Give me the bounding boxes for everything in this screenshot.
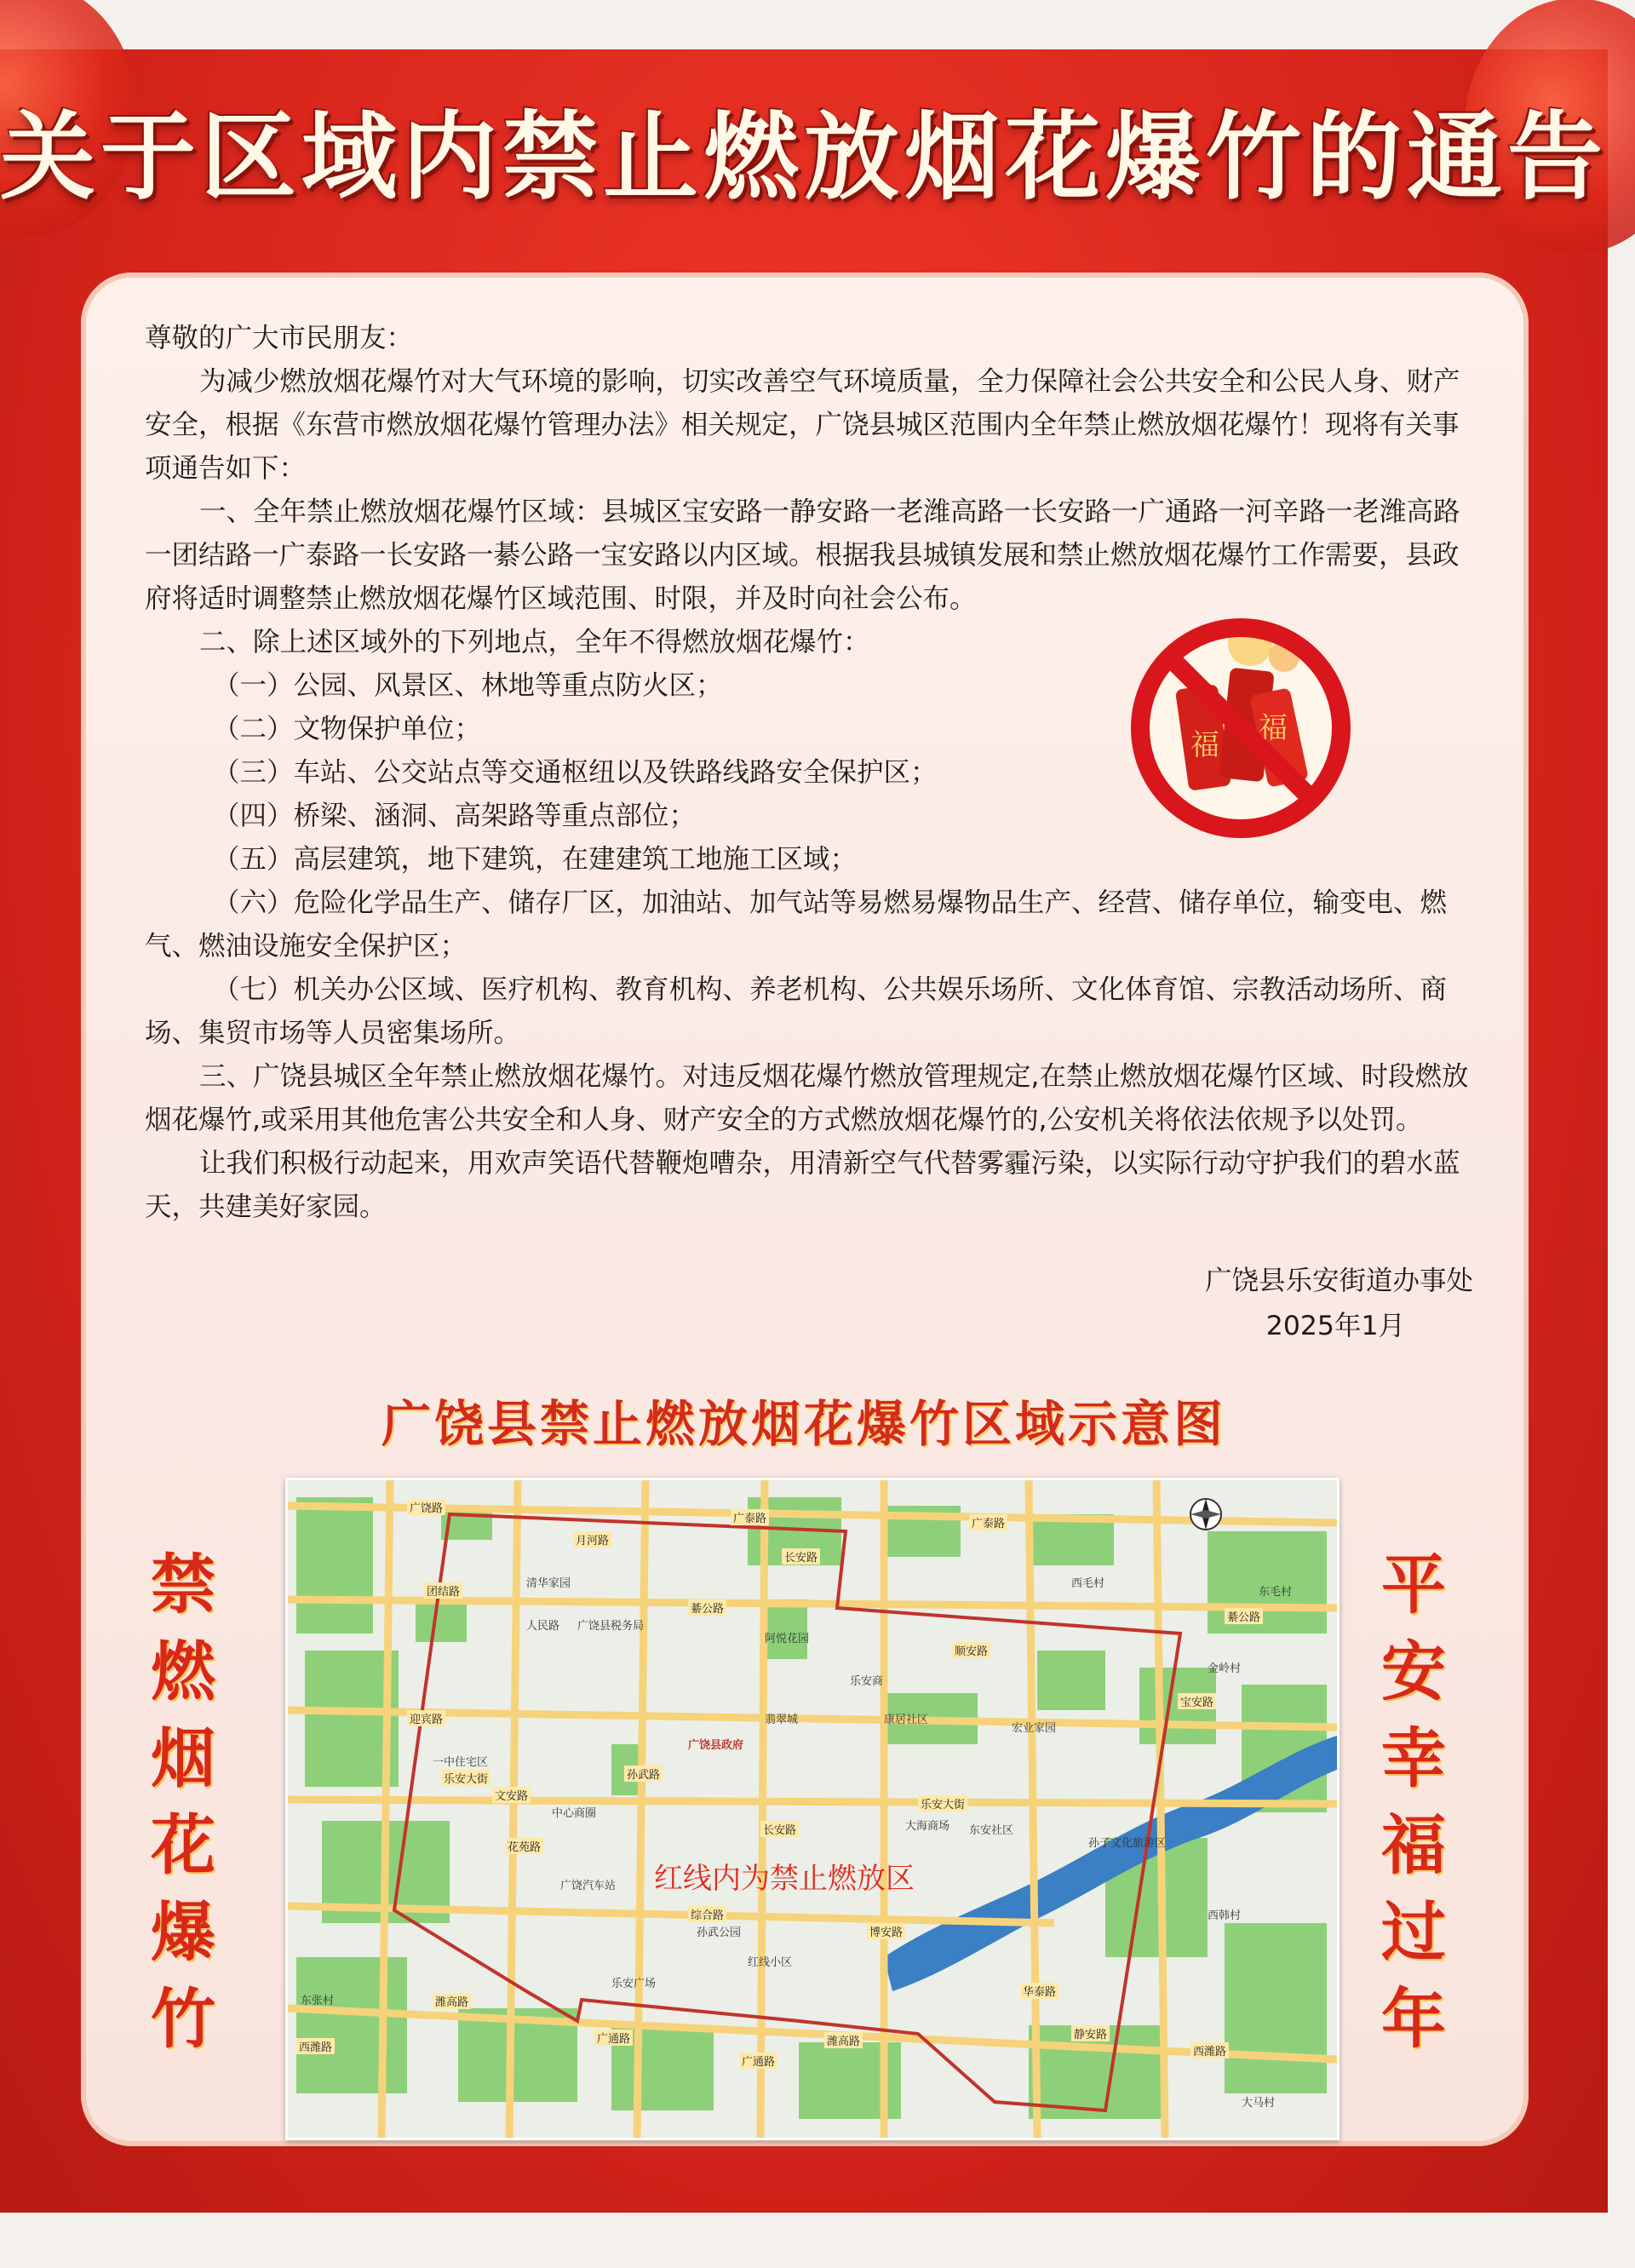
compass-icon [1190,1499,1221,1530]
page-title: 关于区域内禁止燃放烟花爆竹的通告 [0,102,1608,213]
place-label: 广饶县政府 [688,1739,744,1752]
signature-date: 2025年1月 [1265,1311,1405,1341]
left-slogan [132,1542,234,2063]
list-item: （五）高层建筑，地下建筑，在建建筑工地施工区域； [213,844,858,875]
road-label: 西潍路 [1190,2042,1229,2058]
road-label: 长安路 [760,1821,799,1837]
place-label: 西韩村 [1208,1909,1242,1922]
slogan-char: 安 [1381,1634,1446,1709]
place-label: 清华家园 [526,1577,571,1590]
place-label: 金岭村 [1208,1662,1242,1675]
map-title: 广饶县禁止燃放烟花爆竹区域示意图 [381,1395,1226,1453]
road-label: 潍高路 [433,1993,471,2009]
list-item: （一）公园、风景区、林地等重点防火区； [213,670,723,701]
place-label: 宏业家园 [1012,1722,1057,1735]
place-label: 广饶汽车站 [560,1880,617,1892]
place-label: 大海商场 [905,1820,950,1833]
place-label: 翡翠城 [765,1714,799,1726]
road-label: 广泰路 [969,1514,1007,1530]
road-label: 广饶路 [407,1499,445,1515]
slogan-char: 花 [151,1807,215,1883]
road-label: 宝安路 [1178,1693,1216,1709]
no-firecrackers-icon [1122,610,1359,847]
fu-character: 福 [1190,728,1219,762]
list-item: （二）文物保护单位； [213,714,482,744]
road-label: 广泰路 [731,1509,769,1525]
section-1: 一、全年禁止燃放烟花爆竹区域：县城区宝安路一静安路一老潍高路一长安路一广通路一河辛路一老潍高路一团结路一广泰路一长安路一綦公路一宝安路以内区域。根据我县城镇发展和禁止燃放烟花爆竹工作需要，县政府将适时调整禁止燃放烟花爆竹区域范围、时限，并及时向社会公布。 [145,497,1460,614]
signature-org: 广饶县乐安街道办事处 [1204,1266,1473,1296]
road-label: 孙武路 [624,1766,663,1782]
slogan-char: 年 [1381,1981,1446,2057]
place-label: 孙武公园 [697,1926,742,1939]
road-label: 综合路 [688,1906,726,1922]
list-item: （四）桥梁、涵洞、高架路等重点部位； [213,801,697,831]
road-label: 乐安大街 [441,1770,490,1786]
right-slogan [1362,1542,1465,2063]
section-3: 三、广饶县城区全年禁止燃放烟花爆竹。对违反烟花爆竹燃放管理规定,在禁止燃放烟花爆竹区域、时段燃放烟花爆竹,或采用其他危害公共安全和人身、财产安全的方式燃放烟花爆竹的,公安机关将依法依规予以处罚。 [145,1061,1469,1135]
place-label: 人民路 [526,1620,560,1633]
road-label: 团结路 [424,1582,462,1599]
fu-character: 福 [1259,711,1288,745]
place-label: 东张村 [301,1995,335,2007]
place-label: 康居社区 [884,1714,929,1726]
road-label: 博安路 [867,1923,905,1939]
road-label: 潍高路 [824,2032,863,2048]
place-label: 阿悦花园 [765,1633,810,1645]
list-item: （七）机关办公区域、医疗机构、教育机构、养老机构、公共娱乐场所、文化体育馆、宗教活动场所、商场、集贸市场等人员密集场所。 [145,974,1448,1048]
road-label: 花苑路 [505,1838,543,1854]
road-label: 西潍路 [296,2038,335,2054]
road-label: 华泰路 [1020,1983,1058,1999]
place-label: 西毛村 [1071,1577,1105,1590]
zone-label: 红线内为禁止燃放区 [654,1862,915,1896]
road-label: 广通路 [594,2030,633,2046]
slogan-char: 烟 [151,1720,215,1796]
place-label: 广饶县税务局 [577,1620,645,1633]
road-label: 迎宾路 [407,1710,445,1726]
place-label: 红线小区 [748,1956,793,1969]
place-label: 乐安广场 [611,1978,657,1990]
place-label: 东毛村 [1259,1586,1293,1599]
road-label: 文安路 [492,1787,531,1803]
place-label: 孙子文化旅游区 [1088,1837,1167,1850]
road-label: 乐安大街 [918,1795,967,1812]
zone-map [285,1478,1340,2140]
place-label: 中心商圈 [552,1807,597,1820]
map-graphic [288,1480,1337,2138]
slogan-char: 竹 [151,1981,215,2057]
road-label: 静安路 [1071,2025,1110,2041]
intro-paragraph: 为减少燃放烟花爆竹对大气环境的影响，切实改善空气环境质量，全力保障社会公共安全和公民人身、财产安全，根据《东营市燃放烟花爆竹管理办法》相关规定，广饶县城区范围内全年禁止燃放烟花爆竹！现将有关事项通告如下： [145,366,1460,484]
road-label: 顺安路 [952,1642,990,1658]
road-label: 月河路 [573,1531,611,1547]
section-2: 二、除上述区域外的下列地点，全年不得燃放烟花爆竹： [199,627,870,657]
list-item: （六）危险化学品生产、储存厂区，加油站、加气站等易燃易爆物品生产、经营、储存单位，输变电、燃气、燃油设施安全保护区； [145,887,1448,962]
closing-paragraph: 让我们积极行动起来，用欢声笑语代替鞭炮嘈杂，用清新空气代替雾霾污染，以实际行动守护我们的碧水蓝天，共建美好家园。 [145,1148,1460,1222]
list-item: （三）车站、公交站点等交通枢纽以及铁路线路安全保护区； [213,757,938,788]
road-label: 长安路 [782,1548,820,1565]
road-label: 綦公路 [688,1599,726,1616]
place-label: 大马村 [1242,2097,1276,2110]
slogan-char: 燃 [151,1634,215,1709]
slogan-char: 过 [1381,1894,1446,1970]
road-label: 綦公路 [1225,1608,1263,1624]
road-label: 广通路 [739,2053,777,2069]
slogan-char: 幸 [1381,1720,1446,1796]
slogan-char: 禁 [151,1547,215,1622]
signature-block [1205,1259,1473,1349]
greeting: 尊敬的广大市民朋友： [145,323,414,353]
place-label: 乐安商 [850,1675,884,1688]
place-label: 一中住宅区 [433,1756,489,1769]
slogan-char: 爆 [151,1894,215,1970]
slogan-char: 福 [1381,1807,1446,1883]
place-label: 东安社区 [969,1824,1014,1837]
slogan-char: 平 [1381,1547,1446,1622]
